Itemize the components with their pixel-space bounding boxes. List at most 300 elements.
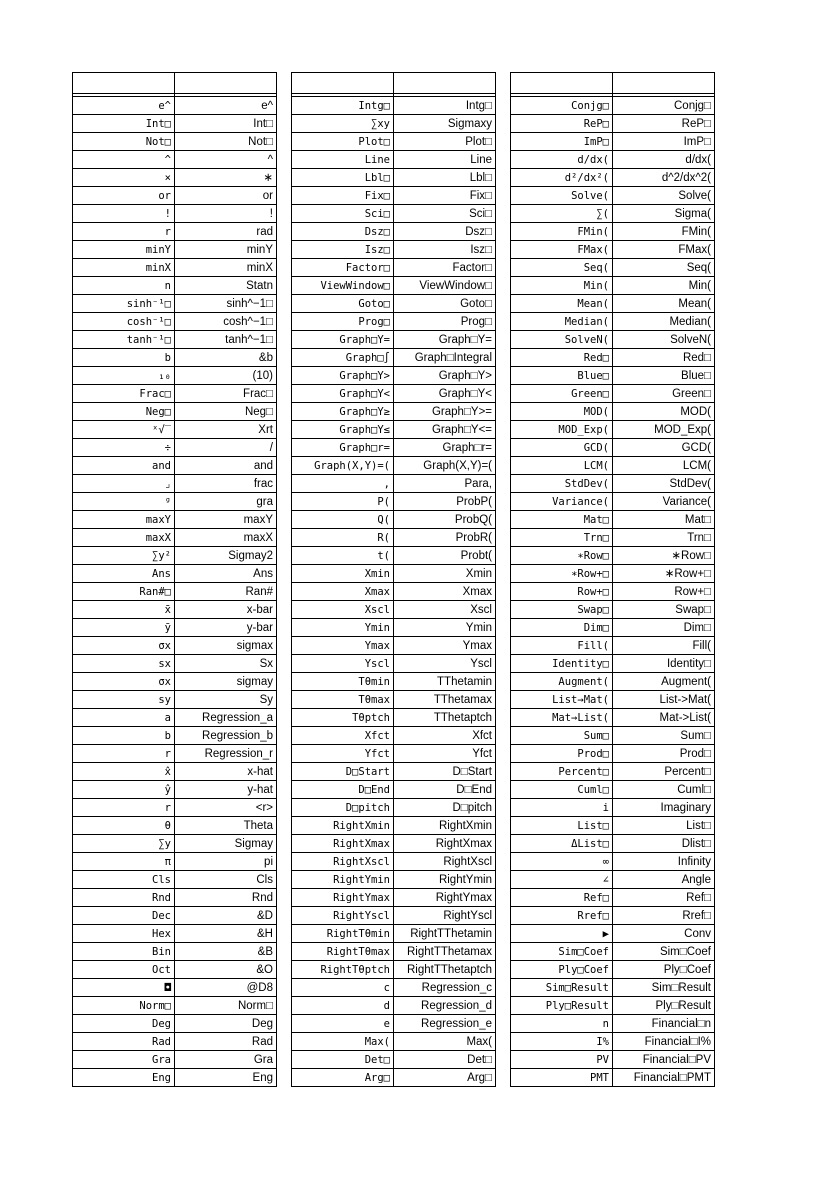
symbol-cell: ◘ [73, 979, 175, 997]
text-cell: StdDev( [613, 475, 715, 493]
symbol-cell: Ply□Result [511, 997, 613, 1015]
text-cell: tanh^−1□ [175, 331, 277, 349]
symbol-cell: Neg□ [73, 403, 175, 421]
table-row [292, 223, 496, 241]
table-row [511, 583, 715, 601]
table-row [511, 871, 715, 889]
symbol-cell: t( [292, 547, 394, 565]
symbol-cell: Xmin [292, 565, 394, 583]
symbol-cell: maxX [73, 529, 175, 547]
symbol-cell: Intg□ [292, 97, 394, 115]
text-cell: Sx [175, 655, 277, 673]
symbol-cell: minY [73, 241, 175, 259]
text-cell: Sigmaxy [394, 115, 496, 133]
text-cell: Intg□ [394, 97, 496, 115]
table-row [292, 457, 496, 475]
table-row [511, 349, 715, 367]
table-header-row [511, 73, 715, 94]
table-row [292, 547, 496, 565]
symbol-cell: ΔList□ [511, 835, 613, 853]
symbol-cell: RightYmin [292, 871, 394, 889]
text-cell: TThetamax [394, 691, 496, 709]
text-cell: &H [175, 925, 277, 943]
text-cell: TThetamin [394, 673, 496, 691]
symbol-cell: Red□ [511, 349, 613, 367]
table-row [73, 1069, 277, 1087]
text-cell: Fix□ [394, 187, 496, 205]
table-row [292, 889, 496, 907]
text-cell: MOD_Exp( [613, 421, 715, 439]
header-symbol-cell [292, 73, 394, 94]
text-cell: Statn [175, 277, 277, 295]
symbol-cell: ∠ [511, 871, 613, 889]
symbol-cell: σx [73, 673, 175, 691]
text-cell: Prod□ [613, 745, 715, 763]
table-row [511, 997, 715, 1015]
symbol-cell: Sim□Coef [511, 943, 613, 961]
table-row [511, 691, 715, 709]
table-row [511, 205, 715, 223]
symbol-cell: Dec [73, 907, 175, 925]
text-cell: Angle [613, 871, 715, 889]
table-row [73, 403, 277, 421]
text-cell: Graph□r= [394, 439, 496, 457]
symbol-cell: Not□ [73, 133, 175, 151]
table-row [292, 1051, 496, 1069]
table-row [73, 421, 277, 439]
symbol-cell: R( [292, 529, 394, 547]
table-row [292, 961, 496, 979]
text-cell: Solve( [613, 187, 715, 205]
text-cell: ProbP( [394, 493, 496, 511]
symbol-cell: Yfct [292, 745, 394, 763]
text-cell: frac [175, 475, 277, 493]
text-cell: Fill( [613, 637, 715, 655]
text-cell: Financial□n [613, 1015, 715, 1033]
text-cell: Sim□Coef [613, 943, 715, 961]
text-cell: Graph□Y>= [394, 403, 496, 421]
symbol-cell: Median( [511, 313, 613, 331]
table-row [73, 817, 277, 835]
text-cell: List->Mat( [613, 691, 715, 709]
text-cell: List□ [613, 817, 715, 835]
table-row [73, 493, 277, 511]
symbol-cell: r [73, 745, 175, 763]
text-cell: Infinity [613, 853, 715, 871]
table-row [292, 493, 496, 511]
table-row [73, 115, 277, 133]
table-row [292, 331, 496, 349]
symbol-cell: Norm□ [73, 997, 175, 1015]
symbol-cell: Ply□Coef [511, 961, 613, 979]
table-row [511, 331, 715, 349]
symbol-cell: Xfct [292, 727, 394, 745]
text-cell: &O [175, 961, 277, 979]
table-row [292, 583, 496, 601]
text-cell: (10) [175, 367, 277, 385]
table-row [292, 115, 496, 133]
table-row [73, 547, 277, 565]
table-row [292, 709, 496, 727]
text-cell: pi [175, 853, 277, 871]
text-cell: Regression_r [175, 745, 277, 763]
table-row [292, 187, 496, 205]
table-row [73, 295, 277, 313]
text-cell: Rnd [175, 889, 277, 907]
table-row [292, 799, 496, 817]
table-row [73, 475, 277, 493]
table-row [73, 691, 277, 709]
table-row [292, 421, 496, 439]
header-symbol-cell [73, 73, 175, 94]
symbol-cell: Cuml□ [511, 781, 613, 799]
table-row [73, 385, 277, 403]
symbol-cell: Blue□ [511, 367, 613, 385]
table-row [292, 1033, 496, 1051]
text-cell: Sigmay2 [175, 547, 277, 565]
symbol-cell: D□pitch [292, 799, 394, 817]
text-cell: Graph□Y<= [394, 421, 496, 439]
text-cell: Neg□ [175, 403, 277, 421]
text-cell: ∗Row+□ [613, 565, 715, 583]
text-cell: ∗ [175, 169, 277, 187]
text-cell: rad [175, 223, 277, 241]
symbol-cell: ˣ√‾ [73, 421, 175, 439]
table-row [292, 943, 496, 961]
symbol-cell: ReP□ [511, 115, 613, 133]
text-cell: Regression_a [175, 709, 277, 727]
symbol-cell: Row+□ [511, 583, 613, 601]
text-cell: Conjg□ [613, 97, 715, 115]
symbol-cell: PMT [511, 1069, 613, 1087]
table-row [73, 871, 277, 889]
symbol-cell: Dsz□ [292, 223, 394, 241]
text-cell: Line [394, 151, 496, 169]
symbol-cell: Fix□ [292, 187, 394, 205]
text-cell: / [175, 439, 277, 457]
symbol-cell: tanh⁻¹□ [73, 331, 175, 349]
text-cell: Min( [613, 277, 715, 295]
text-cell: Mat->List( [613, 709, 715, 727]
table-row [73, 277, 277, 295]
table-row [511, 403, 715, 421]
text-cell: Median( [613, 313, 715, 331]
text-cell: Factor□ [394, 259, 496, 277]
table-row [511, 439, 715, 457]
symbol-cell: Xscl [292, 601, 394, 619]
symbol-cell: Ans [73, 565, 175, 583]
table-row [292, 475, 496, 493]
table-row [292, 205, 496, 223]
text-cell: Regression_c [394, 979, 496, 997]
symbol-cell: ! [73, 205, 175, 223]
text-cell: Yscl [394, 655, 496, 673]
table-row [292, 907, 496, 925]
table-row [511, 745, 715, 763]
table-row [511, 565, 715, 583]
text-cell: Dsz□ [394, 223, 496, 241]
symbol-cell: Conjg□ [511, 97, 613, 115]
table-row [511, 835, 715, 853]
symbol-cell: Rad [73, 1033, 175, 1051]
table-row [511, 151, 715, 169]
text-cell: RightXmax [394, 835, 496, 853]
table-row [511, 313, 715, 331]
symbol-cell: RightXmin [292, 817, 394, 835]
table-row [292, 565, 496, 583]
conversion-table-1 [72, 72, 277, 1087]
text-cell: Regression_b [175, 727, 277, 745]
table-row [73, 763, 277, 781]
text-cell: ImP□ [613, 133, 715, 151]
table-row [511, 907, 715, 925]
table-row [292, 781, 496, 799]
table-row [511, 223, 715, 241]
symbol-cell: Line [292, 151, 394, 169]
text-cell: Deg [175, 1015, 277, 1033]
table-row [511, 241, 715, 259]
table-row [73, 1015, 277, 1033]
text-cell: &b [175, 349, 277, 367]
symbol-cell: Variance( [511, 493, 613, 511]
table-row [511, 763, 715, 781]
text-cell: Regression_d [394, 997, 496, 1015]
text-cell: Cls [175, 871, 277, 889]
text-cell: &D [175, 907, 277, 925]
symbol-cell: e^ [73, 97, 175, 115]
symbol-cell: Isz□ [292, 241, 394, 259]
conversion-table-3 [510, 72, 715, 1087]
text-cell: x-bar [175, 601, 277, 619]
table-row [292, 601, 496, 619]
text-cell: LCM( [613, 457, 715, 475]
text-cell: Green□ [613, 385, 715, 403]
text-cell: maxY [175, 511, 277, 529]
text-cell: maxX [175, 529, 277, 547]
table-row [73, 799, 277, 817]
text-cell: Graph□Y< [394, 385, 496, 403]
symbol-cell: ∑y² [73, 547, 175, 565]
table-row [292, 295, 496, 313]
table-row [511, 259, 715, 277]
symbol-cell: Solve( [511, 187, 613, 205]
text-cell: ∗Row□ [613, 547, 715, 565]
table-row [73, 583, 277, 601]
text-cell: Sim□Result [613, 979, 715, 997]
table-row [511, 277, 715, 295]
text-cell: Sum□ [613, 727, 715, 745]
symbol-cell: Deg [73, 1015, 175, 1033]
symbol-cell: or [73, 187, 175, 205]
table-row [511, 709, 715, 727]
table-row [73, 745, 277, 763]
text-cell: MOD( [613, 403, 715, 421]
table-row [292, 871, 496, 889]
symbol-cell: c [292, 979, 394, 997]
symbol-cell: ⌟ [73, 475, 175, 493]
text-cell: Xscl [394, 601, 496, 619]
symbol-cell: List□ [511, 817, 613, 835]
table-row [292, 403, 496, 421]
table-row [73, 259, 277, 277]
symbol-cell: Sci□ [292, 205, 394, 223]
symbol-cell: Graph□Y≤ [292, 421, 394, 439]
symbol-cell: Rref□ [511, 907, 613, 925]
text-cell: Imaginary [613, 799, 715, 817]
table-row [511, 943, 715, 961]
table-row [73, 925, 277, 943]
symbol-cell: Int□ [73, 115, 175, 133]
table-row [511, 673, 715, 691]
text-cell: Swap□ [613, 601, 715, 619]
text-cell: RightYmin [394, 871, 496, 889]
text-cell: Ply□Result [613, 997, 715, 1015]
text-cell: <r> [175, 799, 277, 817]
symbol-cell: r [73, 223, 175, 241]
table-row [73, 331, 277, 349]
symbol-cell: GCD( [511, 439, 613, 457]
table-row [292, 259, 496, 277]
table-row [292, 1015, 496, 1033]
table-row [511, 637, 715, 655]
text-cell: Norm□ [175, 997, 277, 1015]
symbol-cell: Augment( [511, 673, 613, 691]
text-cell: Dlist□ [613, 835, 715, 853]
symbol-cell: Swap□ [511, 601, 613, 619]
text-cell: Blue□ [613, 367, 715, 385]
table-row [73, 889, 277, 907]
text-cell: Xmax [394, 583, 496, 601]
symbol-cell: D□End [292, 781, 394, 799]
table-row [511, 799, 715, 817]
text-cell: Not□ [175, 133, 277, 151]
text-cell: Int□ [175, 115, 277, 133]
table-header-row [292, 73, 496, 94]
text-cell: Sy [175, 691, 277, 709]
table-row [292, 835, 496, 853]
table-row [292, 619, 496, 637]
text-cell: sinh^−1□ [175, 295, 277, 313]
symbol-cell: b [73, 727, 175, 745]
table-header-row [73, 73, 277, 94]
table-row [292, 745, 496, 763]
symbol-cell: Det□ [292, 1051, 394, 1069]
text-cell: Plot□ [394, 133, 496, 151]
text-cell: e^ [175, 97, 277, 115]
text-cell: Graph□Y= [394, 331, 496, 349]
table-row [511, 781, 715, 799]
symbol-cell: Tθptch [292, 709, 394, 727]
text-cell: RightYscl [394, 907, 496, 925]
table-row [511, 133, 715, 151]
symbol-cell: cosh⁻¹□ [73, 313, 175, 331]
table-row [292, 439, 496, 457]
symbol-cell: Xmax [292, 583, 394, 601]
table-row [292, 763, 496, 781]
table-row [292, 529, 496, 547]
symbol-cell: ^ [73, 151, 175, 169]
text-cell: Financial□I% [613, 1033, 715, 1051]
text-cell: Financial□PV [613, 1051, 715, 1069]
table-row [511, 421, 715, 439]
table-row [511, 115, 715, 133]
symbol-cell: RightYscl [292, 907, 394, 925]
symbol-cell: n [511, 1015, 613, 1033]
symbol-cell: maxY [73, 511, 175, 529]
symbol-cell: Sum□ [511, 727, 613, 745]
symbol-cell: Mat→List( [511, 709, 613, 727]
symbol-cell: RightTθptch [292, 961, 394, 979]
symbol-cell: Min( [511, 277, 613, 295]
text-cell: RightTThetaptch [394, 961, 496, 979]
symbol-cell: Fill( [511, 637, 613, 655]
text-cell: Gra [175, 1051, 277, 1069]
table-row [511, 925, 715, 943]
symbol-cell: b [73, 349, 175, 367]
text-cell: Variance( [613, 493, 715, 511]
table-row [292, 853, 496, 871]
table-row [73, 349, 277, 367]
symbol-cell: RightTθmax [292, 943, 394, 961]
table-row [511, 1015, 715, 1033]
symbol-cell: Tθmax [292, 691, 394, 709]
text-cell: ! [175, 205, 277, 223]
text-cell: or [175, 187, 277, 205]
symbol-cell: Dim□ [511, 619, 613, 637]
table-row [73, 979, 277, 997]
symbol-cell: x̂ [73, 763, 175, 781]
table-row [292, 151, 496, 169]
text-cell: Probt( [394, 547, 496, 565]
text-cell: y-hat [175, 781, 277, 799]
text-cell: Dim□ [613, 619, 715, 637]
symbol-cell: Frac□ [73, 385, 175, 403]
text-cell: &B [175, 943, 277, 961]
symbol-cell: Ymax [292, 637, 394, 655]
symbol-cell: Prod□ [511, 745, 613, 763]
table-row [511, 493, 715, 511]
table-row [73, 835, 277, 853]
symbol-cell: Bin [73, 943, 175, 961]
text-cell: Graph(X,Y)=( [394, 457, 496, 475]
table-row [73, 673, 277, 691]
symbol-cell: Lbl□ [292, 169, 394, 187]
text-cell: Theta [175, 817, 277, 835]
table-row [73, 97, 277, 115]
table-row [73, 439, 277, 457]
symbol-cell: Arg□ [292, 1069, 394, 1087]
symbol-cell: Hex [73, 925, 175, 943]
table-row [73, 1033, 277, 1051]
text-cell: Yfct [394, 745, 496, 763]
table-row [73, 907, 277, 925]
symbol-cell: Graph□Y< [292, 385, 394, 403]
symbol-cell: Graph□∫ [292, 349, 394, 367]
symbol-cell: MOD( [511, 403, 613, 421]
text-cell: Isz□ [394, 241, 496, 259]
table-row [73, 997, 277, 1015]
symbol-cell: sy [73, 691, 175, 709]
text-cell: SolveN( [613, 331, 715, 349]
text-cell: ^ [175, 151, 277, 169]
text-cell: Sigmay [175, 835, 277, 853]
symbol-cell: ∗Row+□ [511, 565, 613, 583]
text-cell: Percent□ [613, 763, 715, 781]
text-cell: Ref□ [613, 889, 715, 907]
conversion-table-2 [291, 72, 496, 1087]
text-cell: Red□ [613, 349, 715, 367]
table-row [73, 601, 277, 619]
